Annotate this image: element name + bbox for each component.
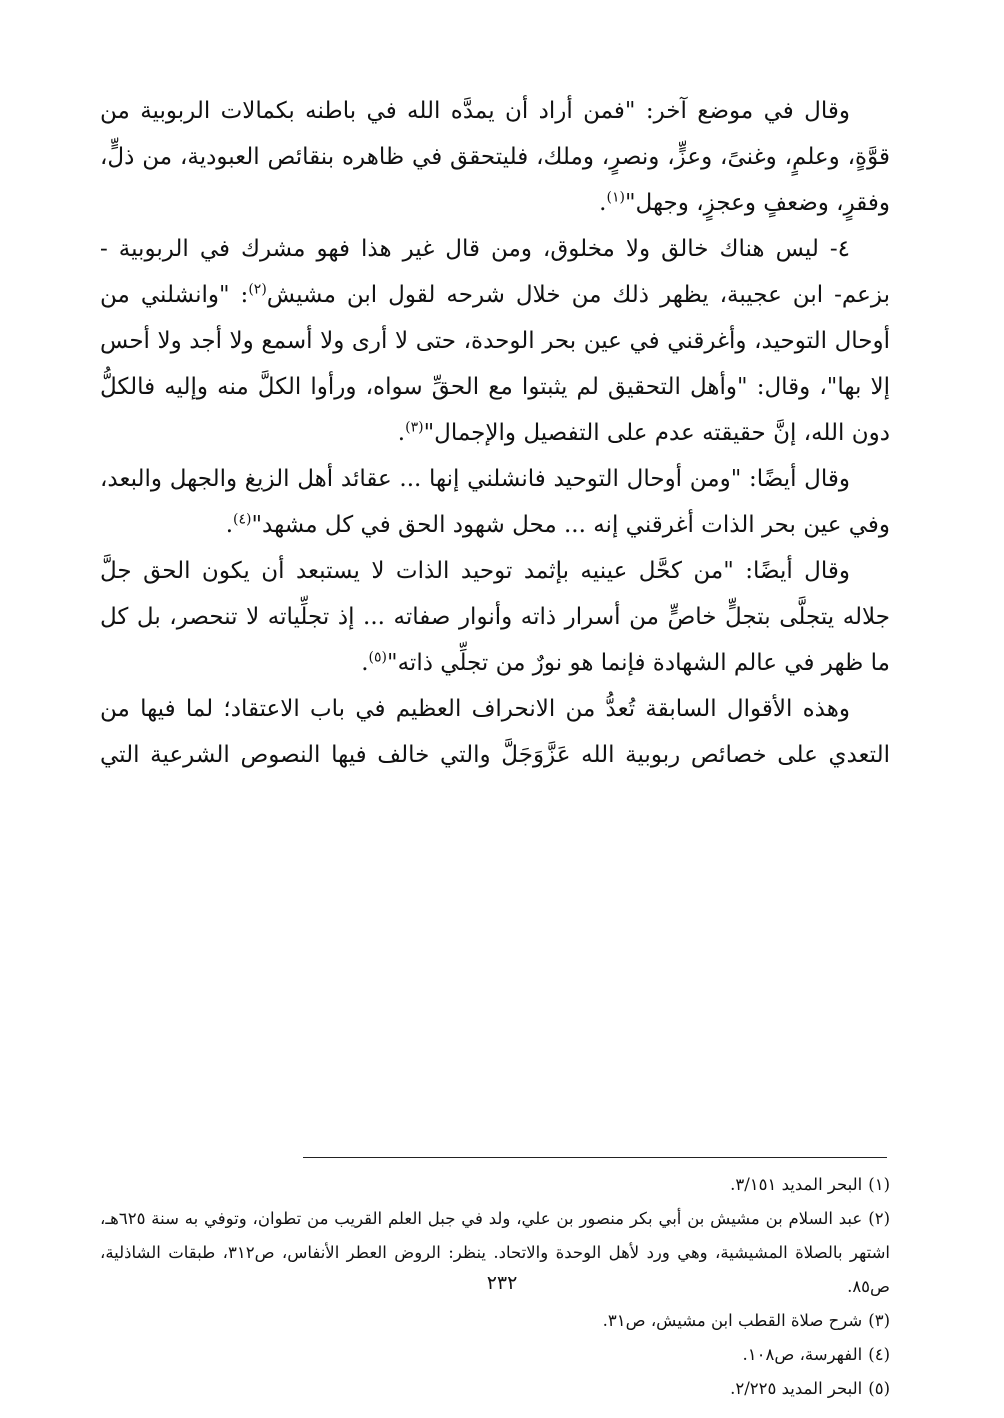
footnote-ref-1[interactable]: (١) bbox=[606, 189, 625, 206]
paragraph-1 bbox=[100, 88, 890, 226]
paragraph-3 bbox=[100, 456, 890, 548]
footnote-text: الفهرسة، ص١٠٨. bbox=[742, 1345, 863, 1364]
paragraph-5 bbox=[100, 686, 890, 778]
paragraph-2-text-continued: : "وانشلني من أوحال التوحيد، وأغرقني في عين بحر الوحدة، حتى لا أرى ولا أسمع ولا أجد ولا أحس إلا بها"، وقال: "وأهل التحقيق لم يثبتوا مع الحقِّ سواه، ورأوا الكلَّ منه وإليه فالكلُّ دون الله، إنَّ حقيقته عدم على التفصيل والإجمال" bbox=[100, 282, 890, 446]
footnote-3 bbox=[100, 1304, 890, 1338]
paragraph-3-text: وقال أيضًا: "ومن أوحال التوحيد فانشلني إنها ... عقائد أهل الزيغ والجهل والبعد، وفي عين بحر الذات أغرقني إنه ... محل شهود الحق في كل مشهد" bbox=[100, 466, 890, 538]
paragraph-5-text: وهذه الأقوال السابقة تُعدُّ من الانحراف العظيم في باب الاعتقاد؛ لما فيها من التعدي على خصائص ربوبية الله عَزَّوَجَلَّ والتي خالف فيها النصوص الشرعية التي bbox=[100, 696, 890, 768]
footnote-1 bbox=[100, 1168, 890, 1202]
footnote-ref-2[interactable]: (٢) bbox=[248, 281, 267, 298]
footnote-text: عبد السلام بن مشيش بن أبي بكر منصور بن علي، ولد في جبل العلم القريب من تطوان، وتوفي به سنة ٦٢٥هـ، اشتهر بالصلاة المشيشية، وهي ورد لأهل الوحدة والاتحاد. ينظر: الروض العطر الأنفاس، ص٣١٢، طبقات الشاذلية، ص٨٥. bbox=[100, 1209, 891, 1296]
footnote-ref-3[interactable]: (٣) bbox=[405, 419, 424, 436]
footnote-number: (٤) bbox=[868, 1345, 890, 1364]
footnote-number: (٥) bbox=[868, 1379, 890, 1398]
paragraph-3-end: . bbox=[225, 512, 233, 538]
footnote-5 bbox=[100, 1372, 890, 1406]
paragraph-4 bbox=[100, 548, 890, 686]
footnote-ref-5[interactable]: (٥) bbox=[368, 649, 388, 666]
footnote-number: (١) bbox=[868, 1175, 890, 1194]
footnote-number: (٣) bbox=[868, 1311, 890, 1330]
footnote-separator bbox=[303, 1157, 887, 1158]
paragraph-1-text: وقال في موضع آخر: "فمن أراد أن يمدَّه الله في باطنه بكمالات الربوبية من قوَّةٍ، وعلمٍ، وغنىً، وعزٍّ، ونصرٍ، وملك، فليتحقق في ظاهره بنقائص العبودية، من ذلٍّ، وفقرٍ، وضعفٍ وعجزٍ، وجهل" bbox=[100, 98, 890, 216]
footnote-text: شرح صلاة القطب ابن مشيش، ص٣١. bbox=[602, 1311, 863, 1330]
paragraph-4-text: وقال أيضًا: "من كحَّل عينيه بإثمد توحيد الذات لا يستبعد أن يكون الحق جلَّ جلاله يتجلَّى بتجلٍّ خاصٍّ من أسرار ذاته وأنوار صفاته ... إذ تجلِّياته لا تنحصر، بل كل ما ظهر في عالم الشهادة فإنما هو نورٌ من تجلِّي ذاته" bbox=[100, 558, 890, 676]
paragraph-4-end: . bbox=[361, 650, 369, 676]
footnote-number: (٢) bbox=[868, 1209, 890, 1228]
footnote-ref-4[interactable]: (٤) bbox=[233, 511, 252, 528]
footnote-text: البحر المديد ٢/٢٢٥. bbox=[730, 1379, 863, 1398]
main-text bbox=[100, 88, 890, 778]
footnote-text: البحر المديد ٣/١٥١. bbox=[730, 1175, 863, 1194]
page-number: ٢٣٢ bbox=[486, 1272, 518, 1294]
paragraph-1-end: . bbox=[599, 190, 607, 216]
paragraph-2-end: . bbox=[397, 420, 406, 446]
paragraph-2-text: ٤- ليس هناك خالق ولا مخلوق، ومن قال غير هذا فهو مشرك في الربوبية - بزعم- ابن عجيبة، يظهر ذلك من خلال شرحه لقول ابن مشيش bbox=[100, 236, 891, 308]
paragraph-2 bbox=[100, 226, 890, 456]
footnote-4 bbox=[100, 1338, 890, 1372]
